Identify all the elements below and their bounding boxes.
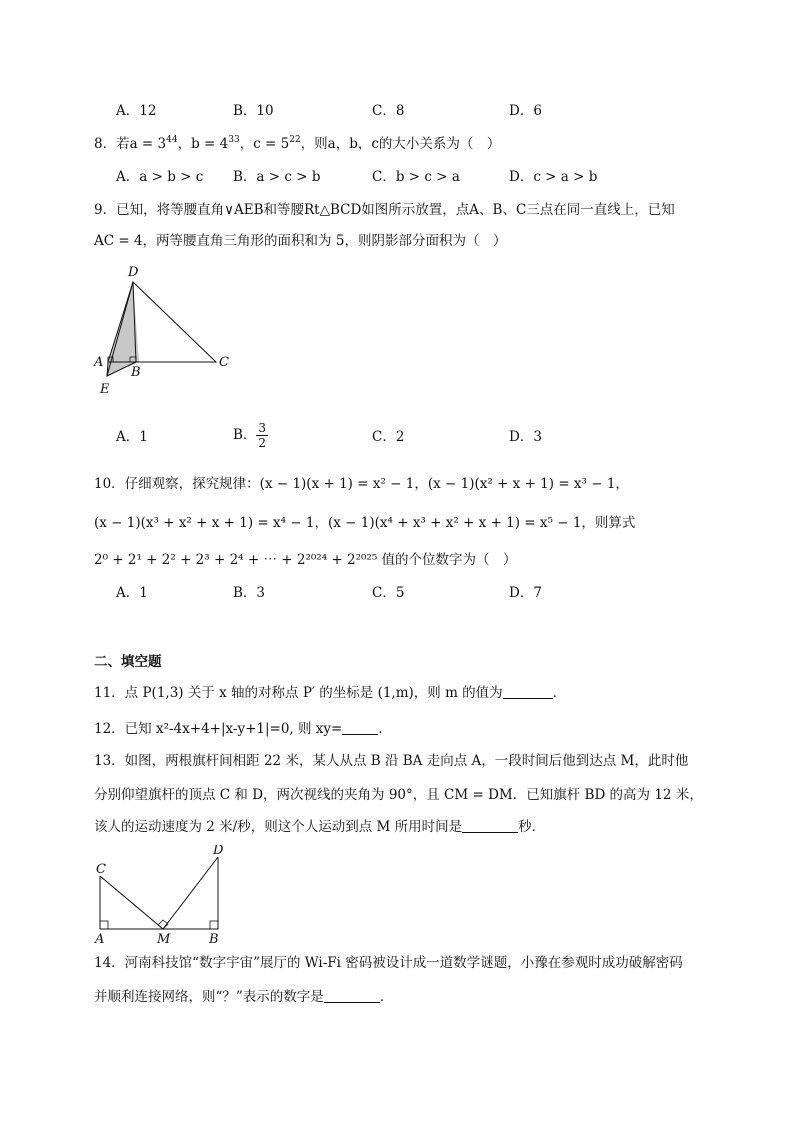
q10-line-1: 10．仔细观察，探究规律：(x − 1)(x + 1) = x² − 1，(x − 1)(x² + x + 1) = x³ − 1， [94, 476, 629, 492]
q9-line-2: AC = 4，两等腰直角三角形的面积和为 5，则阴影部分面积为（ ） [94, 233, 507, 249]
q9-option-c: C．2 [372, 429, 405, 445]
q7-option-a: A．12 [116, 103, 157, 119]
q7-option-d: D．6 [509, 103, 542, 119]
q9-line-1: 9．已知，将等腰直角∨AEB和等腰Rt△BCD如图所示放置，点A、B、C三点在同一直线上，已知 [94, 202, 675, 218]
q12-question: 12．已知 x²-4x+4+|x-y+1|=0, 则 xy= ． [94, 721, 392, 737]
q13-label-c: C [96, 862, 106, 877]
q13-label-m: M [157, 932, 171, 947]
q9-figure [90, 260, 250, 410]
q13-sight-cm [100, 876, 163, 929]
q8-options [116, 167, 716, 187]
q13-label-b: B [209, 932, 219, 947]
q9-option-b: B． $\frac{3}{2}$ [233, 421, 267, 450]
q14-answer-blank [324, 988, 380, 1003]
q13-line-1: 13．如图，两根旗杆间相距 22 米，某人从点 B 沿 BA 走向点 A，一段时间后他到达点 M，此时他 [94, 753, 689, 769]
q13-sight-dm [163, 857, 218, 929]
q9-option-a: A．1 [116, 429, 148, 445]
q9-label-a: A [94, 355, 104, 370]
q14-line-1: 14．河南科技馆“数字宇宙”展厅的 Wi-Fi 密码被设计成一道数学谜题，小豫在参观时成功破解密码 [94, 955, 683, 971]
q8-option-a: A．a > b > c [116, 169, 204, 185]
q10-options [116, 583, 716, 603]
q13-label-a: A [95, 932, 105, 947]
q8-option-c: C．b > c > a [372, 169, 460, 185]
q14-line-2: 并顺利连接网络，则“？”表示的数字是 ． [94, 989, 394, 1005]
q9-label-d: D [128, 265, 139, 280]
q13-line-2: 分别仰望旗杆的顶点 C 和 D，两次视线的夹角为 90°，且 CM = DM．已知旗杆 BD 的高为 12 米， [94, 787, 703, 803]
q8-option-d: D．c > a > b [509, 169, 598, 185]
q13-figure [88, 845, 238, 947]
q10-line-3: 2⁰ + 2¹ + 2² + 2³ + 2⁴ + ⋯ + 2²⁰²⁴ + 2²⁰²⁵ 值的个位数字为（ ） [94, 552, 517, 568]
q13-right-angle-b [210, 921, 218, 929]
q10-line-2: (x − 1)(x³ + x² + x + 1) = x⁴ − 1，(x − 1)(x⁴ + x³ + x² + x + 1) = x⁵ − 1，则算式 [94, 515, 636, 531]
q9-label-e: E [100, 382, 110, 397]
q9-label-c: C [219, 355, 229, 370]
q9-option-d: D．3 [509, 429, 542, 445]
q7-option-b: B．10 [233, 103, 274, 119]
q9-label-b: B [131, 365, 141, 380]
q9-triangle-bcd [133, 282, 216, 362]
q10-option-a: A．1 [116, 585, 148, 601]
q10-option-c: C．5 [372, 585, 405, 601]
q13-answer-blank [462, 818, 518, 833]
q13-label-d: D [213, 845, 224, 858]
section-title: 二、填空题 [94, 654, 162, 670]
q12-answer-blank [342, 720, 378, 735]
q7-options [116, 101, 716, 121]
q13-right-angle-a [100, 921, 108, 929]
q10-option-d: D．7 [509, 585, 542, 601]
q13-line-3: 该人的运动速度为 2 米/秒，则这个人运动到点 M 所用时间是 秒． [94, 819, 546, 835]
q9-options [116, 421, 716, 453]
q8-option-b: B．a > c > b [233, 169, 321, 185]
q11-answer-blank [503, 684, 553, 699]
q8-question: 8．若$a = 3^{44}$，$b = 4^{33}$，$c = 5^{22}$，则a，b，c的大小关系为（ ） [94, 135, 501, 152]
q10-option-b: B．3 [233, 585, 266, 601]
q11-question: 11．点 P(1,3) 关于 x 轴的对称点 P′ 的坐标是 (1,m)，则 m 的值为 ． [94, 685, 567, 701]
q7-option-c: C．8 [372, 103, 405, 119]
q9-fraction: $\frac{3}{2}$ [258, 421, 267, 450]
